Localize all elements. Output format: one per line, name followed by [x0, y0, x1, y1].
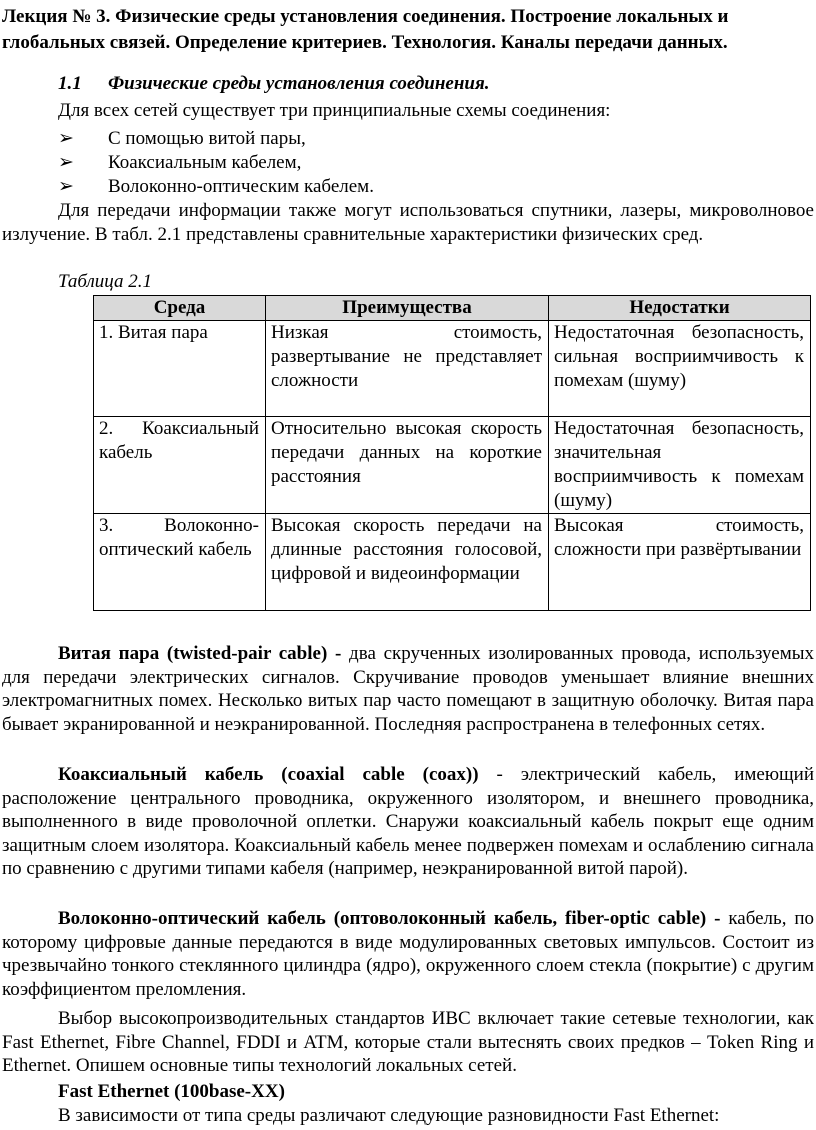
fiber-paragraph — [2, 907, 814, 1001]
fiber-term: Волоконно-оптический кабель (оптоволоконный кабель, fiber-optic cable) - — [58, 908, 721, 929]
cell-advantages: Высокая скорость передачи на длинные расстояния голосовой, цифровой и видеоинформации — [266, 514, 549, 611]
media-comparison-table — [93, 295, 811, 611]
cell-disadvantages: Высокая стоимость, сложности при развёртывании — [549, 514, 811, 611]
column-header-advantages: Преимущества — [266, 296, 549, 321]
fast-ethernet-text: В зависимости от типа среды различают следующие разновидности Fast Ethernet: — [58, 1105, 720, 1126]
section-heading — [58, 72, 489, 96]
fiber-text: кабель, по которому цифровые данные передаются в виде модулированных световых импульсов. Состоит из чрезвычайно тонкого стеклянного цилиндра (ядро), окруженного слоем стекла (покрытие) с другим коэффициентом преломления. — [2, 908, 814, 1000]
table-caption: Таблица 2.1 — [58, 271, 152, 292]
section-title: Физические среды установления соединения. — [108, 73, 490, 94]
cell-medium: 3. Волоконно-оптический кабель — [94, 514, 266, 611]
twisted-pair-text: два скрученных изолированных провода, используемых для передачи электрических сигналов. Скручивание проводов уменьшает влияние внешних электромагнитных помех. Несколько витых пар часто помещают в защитную оболочку. Витая пара бывает экранированной и неэкранированной. Последняя распространена в телефонных сетях. — [2, 643, 814, 735]
arrowhead-bullet-icon: ➢ — [58, 176, 74, 197]
column-header-disadvantages: Недостатки — [549, 296, 811, 321]
coax-term: Коаксиальный кабель (coaxial cable (coax)) — [58, 764, 479, 785]
twisted-pair-term: Витая пара (twisted-pair cable) - — [58, 643, 342, 664]
fast-ethernet-heading: Fast Ethernet (100base-XX) — [58, 1081, 285, 1102]
cell-disadvantages: Недостаточная безопасность, сильная восприимчивость к помехам (шуму) — [549, 321, 811, 417]
cell-disadvantages: Недостаточная безопасность, значительная восприимчивость к помехам (шуму) — [549, 417, 811, 514]
section-number: 1.1 — [58, 73, 82, 94]
table-row — [94, 514, 811, 611]
cell-advantages: Низкая стоимость, развертывание не представляет сложности — [266, 321, 549, 417]
arrowhead-bullet-icon: ➢ — [58, 128, 74, 149]
list-item-text: С помощью витой пары, — [108, 128, 306, 149]
table-header-row — [94, 296, 811, 321]
list-item-text: Волоконно-оптическим кабелем. — [108, 176, 374, 197]
coax-paragraph — [2, 763, 814, 881]
twisted-pair-paragraph — [2, 642, 814, 736]
cell-medium: 2. Коаксиальный кабель — [94, 417, 266, 514]
table-row — [94, 417, 811, 514]
standards-paragraph: Выбор высокопроизводительных стандартов ИВС включает такие сетевые технологии, как Fast Ethernet, Fibre Channel, FDDI и ATM, которые стали вытеснять своих предков – Token Ring и Ethernet. Опишем основные типы технологий локальных сетей. — [2, 1008, 814, 1076]
intro-paragraph: Для всех сетей существует три принципиальные схемы соединения: — [58, 100, 611, 121]
list-item — [58, 151, 374, 175]
column-header-medium: Среда — [94, 296, 266, 321]
arrowhead-bullet-icon: ➢ — [58, 152, 74, 173]
list-item — [58, 175, 374, 199]
list-item-text: Коаксиальным кабелем, — [108, 152, 302, 173]
cell-advantages: Относительно высокая скорость передачи данных на короткие расстояния — [266, 417, 549, 514]
list-item — [58, 127, 374, 151]
coax-text: - электрический кабель, имеющий расположение центрального проводника, окруженного изолятором, и внешнего проводника, выполненного в виде проволочной оплетки. Снаружи коаксиальный кабель покрыт еще одним защитным слоем изолятора. Коаксиальный кабель менее подвержен помехам и ослаблению сигнала по сравнению с другими типами кабеля (например, неэкранированной витой парой). — [2, 764, 814, 879]
lecture-title: Лекция № 3. Физические среды установления соединения. Построение локальных и глобальных связей. Определение критериев. Технология. Каналы передачи данных. — [2, 6, 729, 53]
cell-medium: 1. Витая пара — [94, 321, 266, 417]
transmission-paragraph: Для передачи информации также могут использоваться спутники, лазеры, микроволновое излучение. В табл. 2.1 представлены сравнительные характеристики физических сред. — [2, 200, 814, 245]
connection-schemes-list — [58, 127, 374, 199]
table-row — [94, 321, 811, 417]
